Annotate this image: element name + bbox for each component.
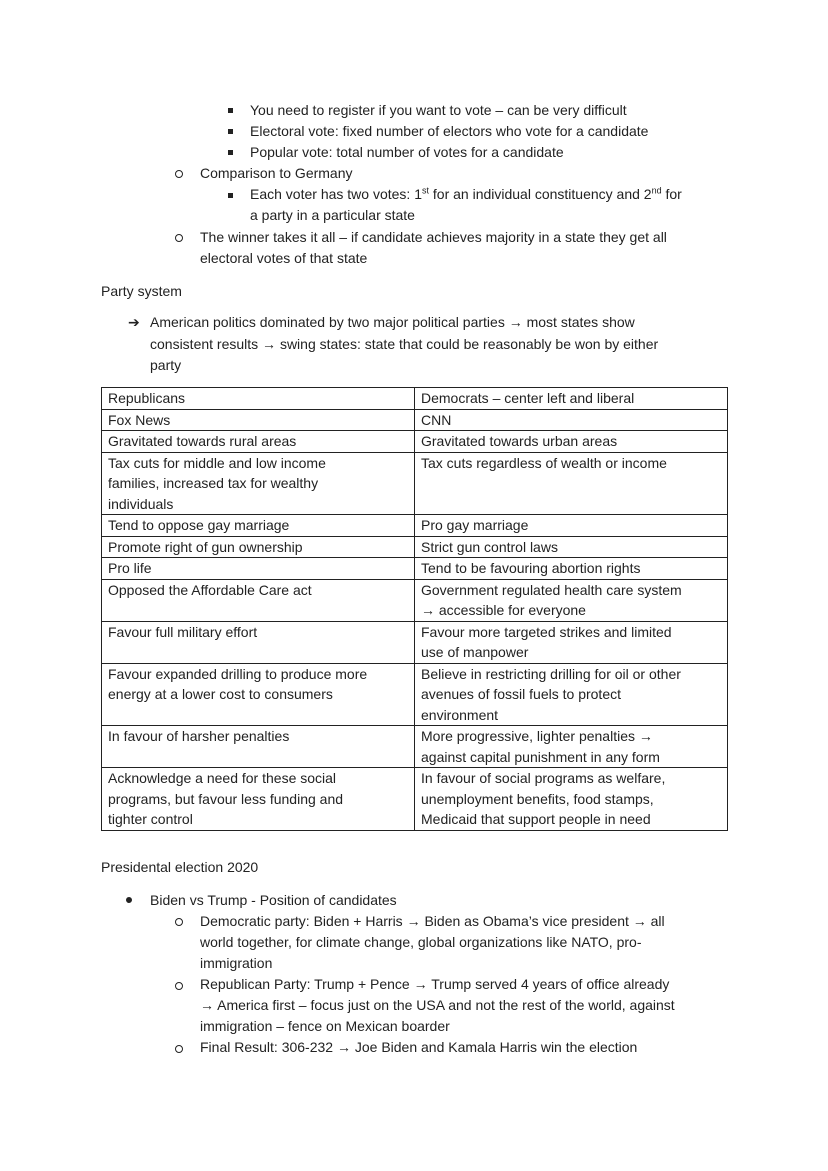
- table-row: [102, 579, 728, 621]
- election-result: Final Result: 306-232 → Joe Biden and Kamala Harris win the election: [200, 1039, 638, 1055]
- germany-text-c: for: [661, 186, 682, 202]
- party-arrow-line-1: American politics dominated by two major political parties → most states show: [150, 314, 635, 330]
- square-bullet-icon: [228, 193, 233, 198]
- rep-line-2: → America first – focus just on the USA and not the rest of the world, against: [200, 997, 675, 1013]
- republican-cell: Republicans: [102, 388, 415, 410]
- circle-bullet-icon: [175, 234, 183, 242]
- party-comparison-table: [101, 387, 728, 831]
- table-row: [102, 663, 728, 726]
- table-row: [102, 621, 728, 663]
- republican-cell: Favour expanded drilling to produce more energy at a lower cost to consumers: [102, 663, 415, 726]
- table-row: [102, 388, 728, 410]
- disc-bullet-icon: [126, 897, 132, 903]
- table-row: [102, 431, 728, 453]
- democrat-cell: Favour more targeted strikes and limited use of manpower: [415, 621, 728, 663]
- bullet-electoral-vote: Electoral vote: fixed number of electors who vote for a candidate: [250, 123, 649, 139]
- bullet-popular-vote: Popular vote: total number of votes for a candidate: [250, 144, 564, 160]
- germany-heading: Comparison to Germany: [200, 165, 353, 181]
- democrat-cell: Pro gay marriage: [415, 515, 728, 537]
- germany-line-1: [250, 184, 682, 205]
- republican-cell: Fox News: [102, 409, 415, 431]
- democrat-cell: Strict gun control laws: [415, 536, 728, 558]
- democrat-cell: Democrats – center left and liberal: [415, 388, 728, 410]
- table-row: [102, 726, 728, 768]
- table-row: [102, 768, 728, 831]
- table-row: [102, 558, 728, 580]
- dem-line-1: Democratic party: Biden + Harris → Biden as Obama’s vice president → all: [200, 913, 665, 929]
- germany-sup-nd: nd: [651, 185, 662, 196]
- party-system-heading: Party system: [101, 283, 182, 299]
- circle-bullet-icon: [175, 170, 183, 178]
- germany-sup-st: st: [421, 185, 429, 196]
- election-bullet: Biden vs Trump - Position of candidates: [150, 892, 397, 908]
- party-arrow-line-3: party: [150, 357, 182, 373]
- rep-line-1: Republican Party: Trump + Pence → Trump served 4 years of office already: [200, 976, 670, 992]
- republican-cell: Tend to oppose gay marriage: [102, 515, 415, 537]
- republican-cell: Opposed the Affordable Care act: [102, 579, 415, 621]
- square-bullet-icon: [228, 150, 233, 155]
- democrat-cell: Believe in restricting drilling for oil or other avenues of fossil fuels to protect environment: [415, 663, 728, 726]
- republican-cell: In favour of harsher penalties: [102, 726, 415, 768]
- republican-cell: Pro life: [102, 558, 415, 580]
- republican-cell: Tax cuts for middle and low income families, increased tax for wealthy individuals: [102, 452, 415, 515]
- dem-line-2: world together, for climate change, global organizations like NATO, pro-: [200, 934, 642, 950]
- circle-bullet-icon: [175, 982, 183, 990]
- election-heading: Presidental election 2020: [101, 859, 259, 875]
- democrat-cell: CNN: [415, 409, 728, 431]
- democrat-cell: Government regulated health care system → accessible for everyone: [415, 579, 728, 621]
- circle-bullet-icon: [175, 1045, 183, 1053]
- table-row: [102, 515, 728, 537]
- dem-line-3: immigration: [200, 955, 273, 971]
- winner-line-1: The winner takes it all – if candidate achieves majority in a state they get all: [200, 229, 667, 245]
- republican-cell: Promote right of gun ownership: [102, 536, 415, 558]
- germany-line-2: a party in a particular state: [250, 207, 415, 223]
- germany-text-a: Each voter has two votes: 1: [250, 186, 422, 202]
- circle-bullet-icon: [175, 918, 183, 926]
- table-row: [102, 536, 728, 558]
- democrat-cell: Tax cuts regardless of wealth or income: [415, 452, 728, 515]
- square-bullet-icon: [228, 108, 233, 113]
- democrat-cell: Tend to be favouring abortion rights: [415, 558, 728, 580]
- germany-text-b: for an individual constituency and 2: [429, 186, 652, 202]
- bullet-register: You need to register if you want to vote – can be very difficult: [250, 102, 627, 118]
- democrat-cell: Gravitated towards urban areas: [415, 431, 728, 453]
- democrat-cell: In favour of social programs as welfare, unemployment benefits, food stamps, Medicaid that support people in need: [415, 768, 728, 831]
- rep-line-3: immigration – fence on Mexican boarder: [200, 1018, 450, 1034]
- republican-cell: Favour full military effort: [102, 621, 415, 663]
- table-row: [102, 409, 728, 431]
- winner-line-2: electoral votes of that state: [200, 250, 368, 266]
- republican-cell: Gravitated towards rural areas: [102, 431, 415, 453]
- arrow-bullet-icon: ➔: [128, 314, 140, 330]
- square-bullet-icon: [228, 129, 233, 134]
- table-body: [102, 388, 728, 831]
- party-arrow-line-2: consistent results → swing states: state that could be reasonably be won by either: [150, 336, 659, 352]
- democrat-cell: More progressive, lighter penalties → against capital punishment in any form: [415, 726, 728, 768]
- republican-cell: Acknowledge a need for these social programs, but favour less funding and tighter control: [102, 768, 415, 831]
- table-row: [102, 452, 728, 515]
